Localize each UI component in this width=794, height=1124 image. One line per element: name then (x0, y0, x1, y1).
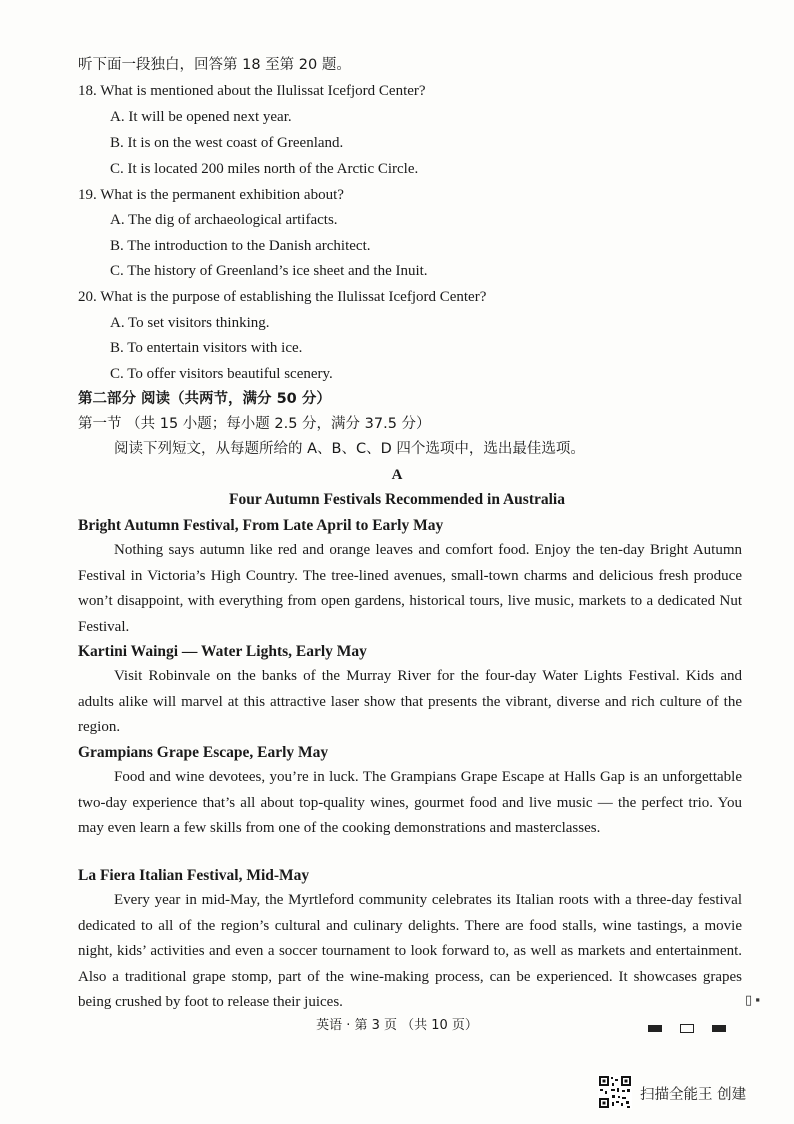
reading-section-title: 第一节 （共 15 小题；每小题 2.5 分，满分 37.5 分） (78, 416, 431, 432)
festival-body-la-fiera: Every year in mid-May, the Myrtleford community celebrates its Italian roots with a three-day festival dedicated to all of the region’s cultural and culinary delights. There are food stalls, wine tastings, a movie night, kids’ activities and even a soccer tournament to look forward to, as well as markets and entertainment. Also a traditional grape stomp, part of the wine-making process, can be experienced. It showcases grapes being crushed by foot to release their juices. (78, 892, 742, 1010)
solid-block-icon (648, 1025, 662, 1032)
page-footer: 英语 · 第 3 页 （共 10 页） (316, 1018, 478, 1033)
question-19-option-a: A. The dig of archaeological artifacts. (110, 212, 338, 228)
empty-box-icon (680, 1024, 694, 1033)
question-20-option-a: A. To set visitors thinking. (110, 315, 270, 331)
reading-instruction: 阅读下列短文，从每题所给的 A、B、C、D 四个选项中，选出最佳选项。 (114, 441, 585, 457)
scanner-watermark: 扫描全能王 创建 (640, 1087, 747, 1103)
festival-heading-water-lights: Kartini Waingi — Water Lights, Early May (78, 643, 367, 660)
question-20-stem: 20. What is the purpose of establishing the Ilulissat Icefjord Center? (78, 289, 487, 305)
question-18-option-b: B. It is on the west coast of Greenland. (110, 135, 344, 151)
solid-block-icon (712, 1025, 726, 1032)
festival-heading-grape-escape: Grampians Grape Escape, Early May (78, 744, 329, 761)
festival-body-water-lights: Visit Robinvale on the banks of the Murray River for the four-day Water Lights Festival. Kids and adults alike will marvel at this attractive laser show that presents the vibrant, diverse and rich culture of the region. (78, 668, 742, 735)
question-20-option-c: C. To offer visitors beautiful scenery. (110, 366, 333, 382)
question-18-option-a: A. It will be opened next year. (110, 109, 292, 125)
question-18-stem: 18. What is mentioned about the Ilulissat Icefjord Center? (78, 83, 426, 99)
festival-heading-la-fiera: La Fiera Italian Festival, Mid-May (78, 867, 310, 884)
reading-part-title: 第二部分 阅读（共两节，满分 50 分） (78, 391, 331, 407)
margin-mark-icon: ▯ ▪ (745, 992, 761, 1007)
qr-code-icon (598, 1075, 632, 1109)
question-18-option-c: C. It is located 200 miles north of the Arctic Circle. (110, 161, 419, 177)
question-20-option-b: B. To entertain visitors with ice. (110, 340, 303, 356)
page-marker-icons (648, 1024, 726, 1033)
question-19-option-b: B. The introduction to the Danish architect. (110, 238, 371, 254)
question-19-option-c: C. The history of Greenland’s ice sheet and the Inuit. (110, 263, 428, 279)
question-19-stem: 19. What is the permanent exhibition about? (78, 187, 344, 203)
passage-letter: A (391, 467, 403, 483)
passage-title: Four Autumn Festivals Recommended in Australia (229, 491, 565, 508)
festival-body-bright-autumn: Nothing says autumn like red and orange leaves and comfort food. Enjoy the ten-day Bright Autumn Festival in Victoria’s High Country. The tree-lined avenues, small-town charms and delicious fresh produce won’t disappoint, with everything from open gardens, historical tours, live music, markets to a dedicated Nut Festival. (78, 542, 742, 635)
festival-heading-bright-autumn: Bright Autumn Festival, From Late April to Early May (78, 517, 444, 534)
listening-instruction: 听下面一段独白，回答第 18 至第 20 题。 (78, 57, 351, 73)
festival-body-grape-escape: Food and wine devotees, you’re in luck. The Grampians Grape Escape at Halls Gap is an unforgettable two-day experience that’s all about top-quality wines, gourmet food and live music — the perfect trio. You may even learn a few skills from one of the cooking demonstrations and masterclasses. (78, 769, 742, 836)
